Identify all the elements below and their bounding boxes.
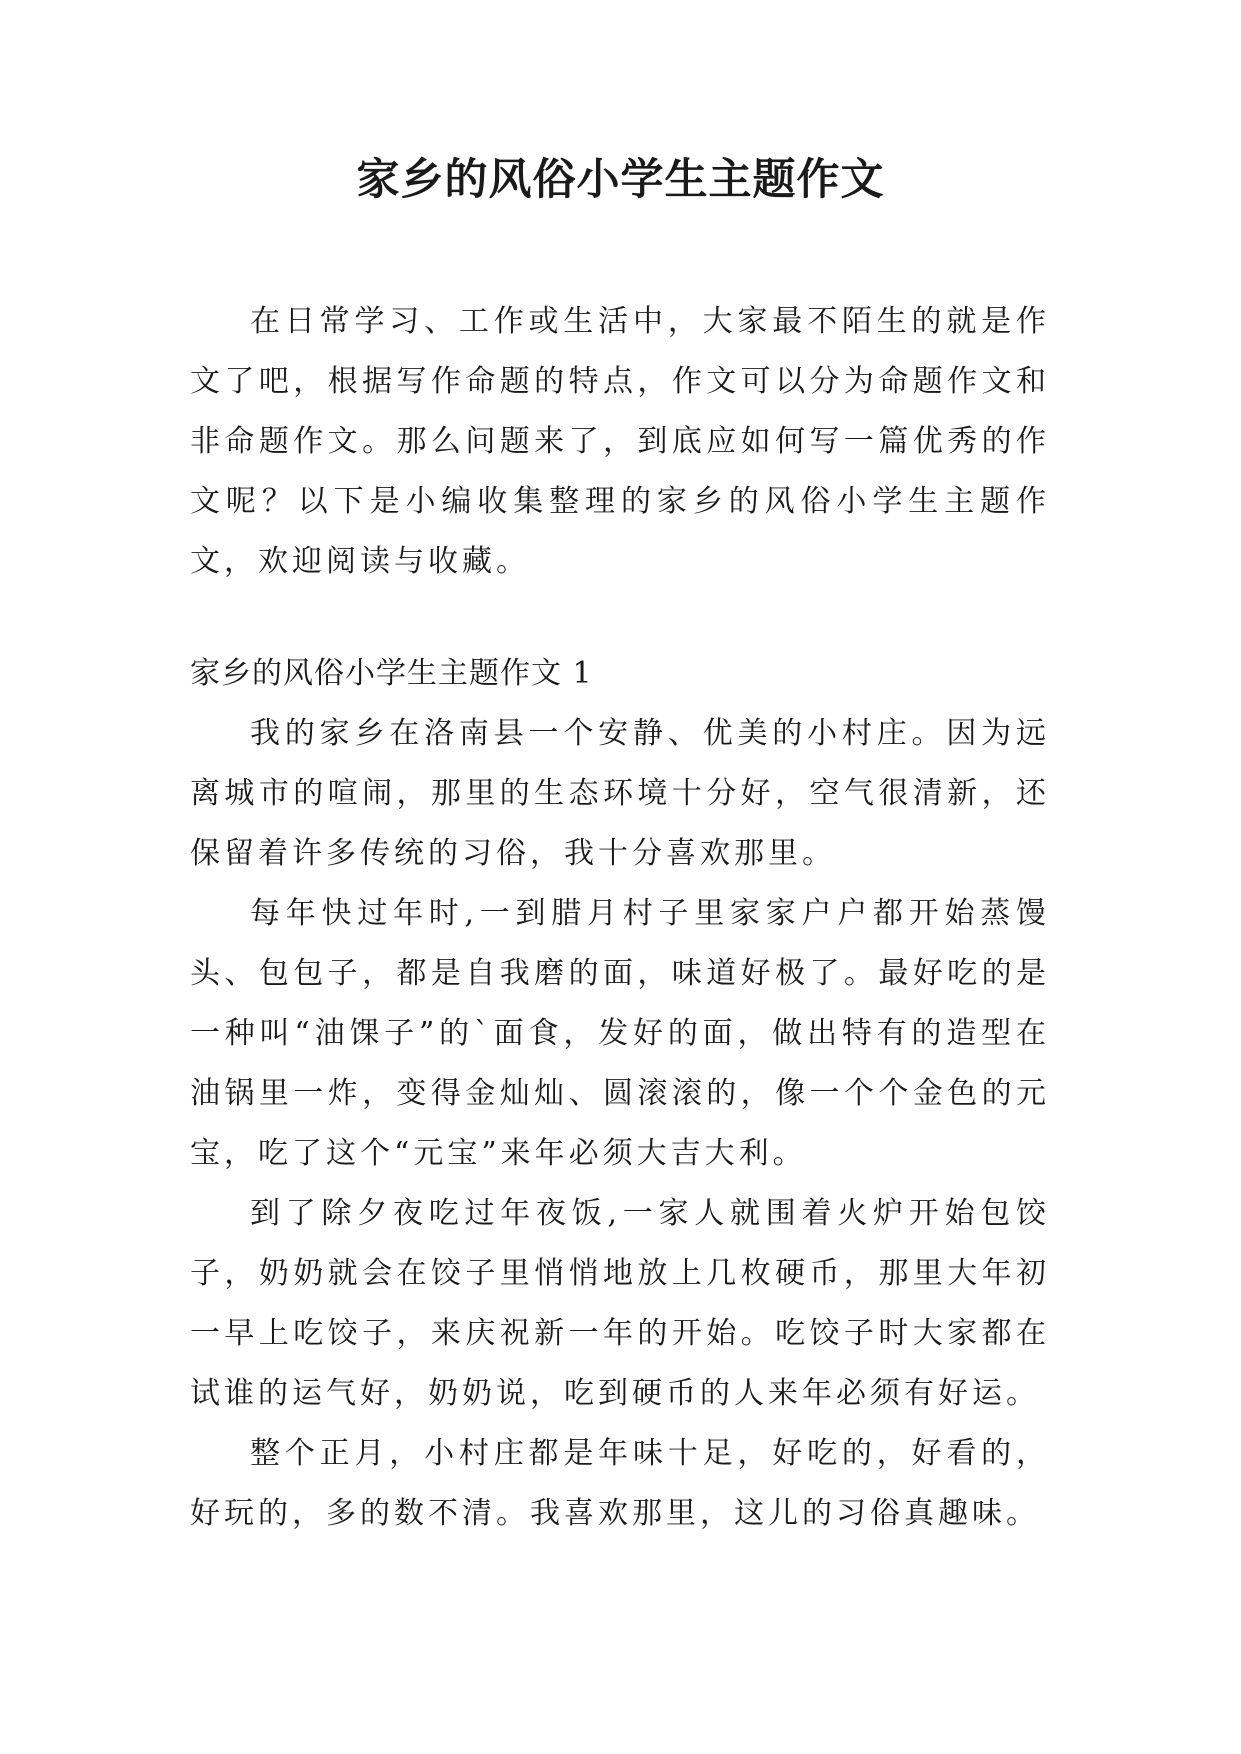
- body-paragraph: 整个正月，小村庄都是年味十足，好吃的，好看的，好玩的，多的数不清。我喜欢那里，这儿的习俗真趣味。: [190, 1436, 1050, 1531]
- section-heading: 家乡的风俗小学生主题作文 1: [190, 656, 593, 691]
- document-body: [190, 292, 1050, 1544]
- document-title: 家乡的风俗小学生主题作文: [356, 155, 885, 205]
- body-paragraph: 每年快过年时,一到腊月村子里家家户户都开始蒸馒头、包包子，都是自我磨的面，味道好极了。最好吃的是一种叫“油馃子”的`面食，发好的面，做出特有的造型在油锅里一炸，变得金灿灿、圆滚滚的，像一个个金色的元宝，吃了这个“元宝”来年必须大吉大利。: [190, 896, 1050, 1171]
- body-paragraph: 我的家乡在洛南县一个安静、优美的小村庄。因为远离城市的喧闹，那里的生态环境十分好，空气很清新，还保留着许多传统的习俗，我十分喜欢那里。: [190, 716, 1050, 871]
- body-paragraph: 到了除夕夜吃过年夜饭,一家人就围着火炉开始包饺子，奶奶就会在饺子里悄悄地放上几枚硬币，那里大年初一早上吃饺子，来庆祝新一年的开始。吃饺子时大家都在试谁的运气好，奶奶说，吃到硬币的人来年必须有好运。: [190, 1196, 1050, 1411]
- intro-paragraph: 在日常学习、工作或生活中，大家最不陌生的就是作文了吧，根据写作命题的特点，作文可以分为命题作文和非命题作文。那么问题来了，到底应如何写一篇优秀的作文呢？以下是小编收集整理的家乡的风俗小学生主题作文，欢迎阅读与收藏。: [190, 304, 1050, 579]
